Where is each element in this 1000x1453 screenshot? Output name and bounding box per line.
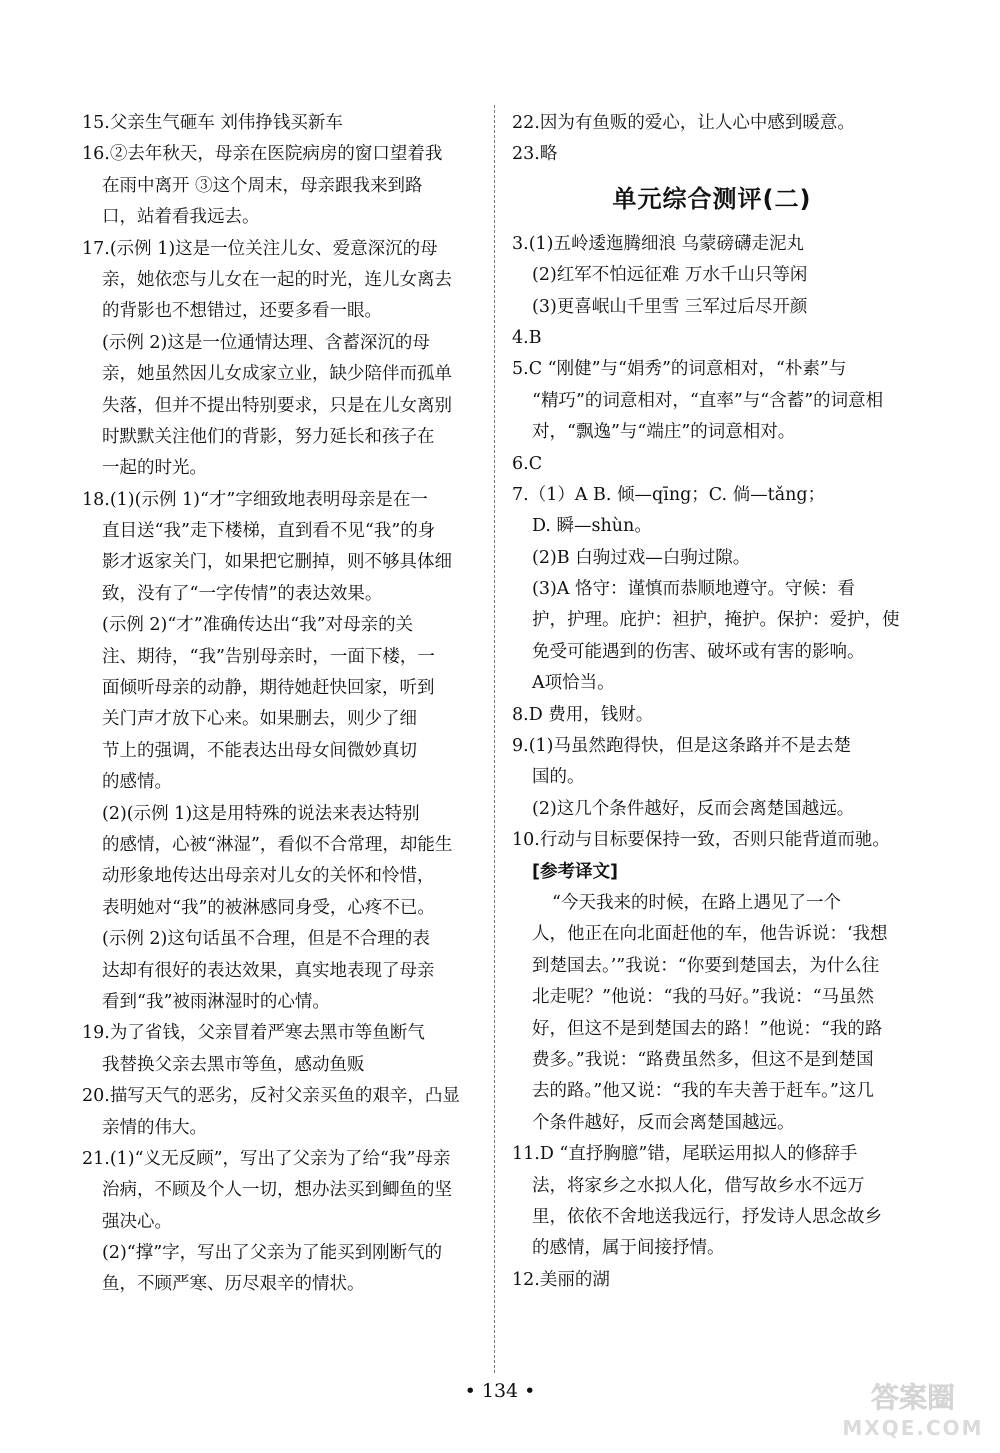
answer-line: 5.C “刚健”与“娟秀”的词意相对，“朴素”与 — [512, 359, 847, 380]
answer-line: 达却有很好的表达效果，真实地表现了母亲 — [102, 960, 435, 981]
answer-line: 23.略 — [512, 144, 558, 165]
answer-line: 法，将家乡之水拟人化，借写故乡水不远万 — [532, 1175, 865, 1196]
answer-line: 3.(1)五岭逶迤腾细浪 乌蒙磅礴走泥丸 — [512, 233, 805, 254]
section-title: 单元综合测评(二) — [612, 184, 812, 213]
svg-text:MXQE.COM: MXQE.COM — [842, 1416, 984, 1440]
answer-line: A项恰当。 — [532, 673, 615, 694]
answer-line: (2)B 白驹过戏—白驹过隙。 — [532, 547, 751, 568]
right-column — [512, 108, 912, 1296]
right-top-answers — [512, 108, 912, 171]
answer-line: “精巧”的词意相对，“直率”与“含蓄”的词意相 — [532, 390, 884, 411]
answer-line: 的感情，心被“淋湿”，看似不合常理，却能生 — [102, 834, 453, 855]
answer-line: 费多。”我说：“路费虽然多，但这不是到楚国 — [532, 1049, 874, 1070]
answer-line: 亲，她依恋与儿女在一起的时光，连儿女离去 — [102, 269, 452, 290]
answer-line: 看到“我”被雨淋湿时的心情。 — [102, 991, 330, 1012]
answer-line: 面倾听母亲的动静，期待她赶快回家，听到 — [102, 678, 435, 699]
answer-line: (2)这几个条件越好，反而会离楚国越远。 — [532, 798, 855, 819]
answer-line: 17.(示例 1)这是一位关注儿女、爱意深沉的母 — [82, 238, 438, 259]
left-column — [82, 108, 478, 1301]
page-number: • 134 • — [464, 1380, 536, 1402]
answer-line: 22.因为有鱼贩的爱心，让人心中感到暖意。 — [512, 113, 855, 133]
answer-line: 11.D “直抒胸臆”错，尾联运用拟人的修辞手 — [512, 1144, 858, 1165]
answer-line: 4.B — [512, 327, 542, 348]
answer-line: 节上的强调，不能表达出母女间微妙真切 — [102, 740, 417, 761]
answer-line: 7.（1）A B. 倾—qīng；C. 倘—tǎng； — [512, 484, 826, 505]
answer-line: (3)更喜岷山千里雪 三军过后尽开颜 — [532, 296, 808, 317]
answer-line: 我替换父亲去黑市等鱼，感动鱼贩 — [102, 1054, 365, 1075]
answer-line: 亲情的伟大。 — [102, 1117, 207, 1138]
answer-line: (2)(示例 1)这是用特殊的说法来表达特别 — [102, 803, 420, 824]
answer-line: 12.美丽的湖 — [512, 1269, 610, 1290]
answer-line: 关门声才放下心来。如果删去，则少了细 — [102, 709, 417, 730]
answer-line: 护，护理。庇护：袒护，掩护。保护：爱护，使 — [532, 610, 900, 631]
answer-line: 的感情，属于间接抒情。 — [532, 1238, 725, 1259]
answer-line: “今天我来的时候，在路上遇见了一个 — [552, 892, 841, 913]
answer-line: (2)红军不怕远征难 万水千山只等闲 — [532, 265, 808, 286]
answer-line: 表明她对“我”的被淋感同身受，心疼不已。 — [102, 897, 435, 918]
answer-line: 免受可能遇到的伤害、破坏或有害的影响。 — [532, 641, 865, 662]
right-bottom-answers — [512, 229, 912, 1296]
answer-line: 的背影也不想错过，还要多看一眼。 — [102, 301, 382, 322]
answer-line: 国的。 — [532, 767, 585, 788]
answer-line: 21.(1)“义无反顾”，写出了父亲为了给“我”母亲 — [82, 1148, 451, 1169]
answer-line: 到楚国去。’”我说：“你要到楚国去，为什么往 — [532, 955, 880, 976]
answer-line: 6.C — [512, 453, 543, 474]
answer-line: 在雨中离开 ③这个周末，母亲跟我来到路 — [102, 175, 423, 196]
answer-line: 19.为了省钱，父亲冒着严寒去黑市等鱼断气 — [82, 1023, 425, 1044]
answer-line: (3)A 恪守：谨慎而恭顺地遵守。守候：看 — [532, 579, 855, 600]
answer-line: 8.D 费用，钱财。 — [512, 704, 654, 725]
answer-line: 致，没有了“一字传情”的表达效果。 — [102, 583, 383, 604]
answer-line: 口，站着看我远去。 — [102, 207, 260, 228]
answer-line: 注、期待，“我”告别母亲时，一面下楼，一 — [102, 646, 435, 667]
answer-line: 直目送“我”走下楼梯，直到看不见“我”的身 — [102, 521, 436, 542]
answer-line: 北走呢？”他说：“我的马好。”我说：“马虽然 — [532, 987, 875, 1008]
answer-line: (示例 2)这是一位通情达理、含蓄深沉的母 — [102, 332, 430, 353]
svg-text:答案圈: 答案圈 — [870, 1381, 956, 1414]
answer-line: 10.行动与目标要保持一致，否则只能背道而驰。 — [512, 830, 890, 851]
answer-line: 9.(1)马虽然跑得快，但是这条路并不是去楚 — [512, 736, 851, 757]
answer-line: 治病，不顾及个人一切，想办法买到鲫鱼的坚 — [102, 1180, 452, 1201]
answer-line: (示例 2)这句话虽不合理，但是不合理的表 — [102, 929, 430, 950]
answer-line: 鱼，不顾严寒、历尽艰辛的情状。 — [102, 1274, 365, 1295]
answer-line: 16.②去年秋天，母亲在医院病房的窗口望着我 — [82, 144, 443, 165]
answer-line: 18.(1)(示例 1)“才”字细致地表明母亲是在一 — [82, 489, 428, 510]
watermark-logo — [838, 1375, 988, 1445]
answer-line: 亲，她虽然因儿女成家立业，缺少陪伴而孤单 — [102, 364, 452, 385]
answer-line: 去的路。”他又说：“我的车夫善于赶车。”这几 — [532, 1081, 874, 1102]
column-divider — [494, 105, 495, 1373]
answer-line: 里，依依不舍地送我远行，抒发诗人思念故乡 — [532, 1206, 882, 1227]
answer-line: 一起的时光。 — [102, 458, 207, 479]
answer-line: 20.描写天气的恶劣，反衬父亲买鱼的艰辛，凸显 — [82, 1086, 460, 1107]
answer-line: (2)“撑”字，写出了父亲为了能买到刚断气的 — [102, 1243, 443, 1264]
answer-line: 时默默关注他们的背影，努力延长和孩子在 — [102, 426, 435, 447]
answer-line: 强决心。 — [102, 1211, 172, 1232]
answer-line: 失落，但并不提出特别要求，只是在儿女离别 — [102, 395, 452, 416]
answer-line: 对，“飘逸”与“端庄”的词意相对。 — [532, 422, 796, 443]
answer-line: 动形象地传达出母亲对儿女的关怀和怜惜， — [102, 866, 435, 887]
answer-line: 的感情。 — [102, 772, 172, 793]
answer-line: 15.父亲生气砸车 刘伟挣钱买新车 — [82, 113, 343, 133]
answer-line: 影才返家关门，如果把它删掉，则不够具体细 — [102, 552, 452, 573]
answer-line: 人，他正在向北面赶他的车，他告诉说：‘我想 — [532, 924, 888, 945]
answer-line: D. 瞬—shùn。 — [532, 516, 652, 537]
answer-line: (示例 2)“才”准确传达出“我”对母亲的关 — [102, 615, 414, 636]
answer-line: 好，但这不是到楚国去的路！”他说：“我的路 — [532, 1018, 883, 1039]
answer-line: 个条件越好，反而会离楚国越远。 — [532, 1112, 795, 1133]
answer-line: [参考译文] — [532, 861, 618, 882]
